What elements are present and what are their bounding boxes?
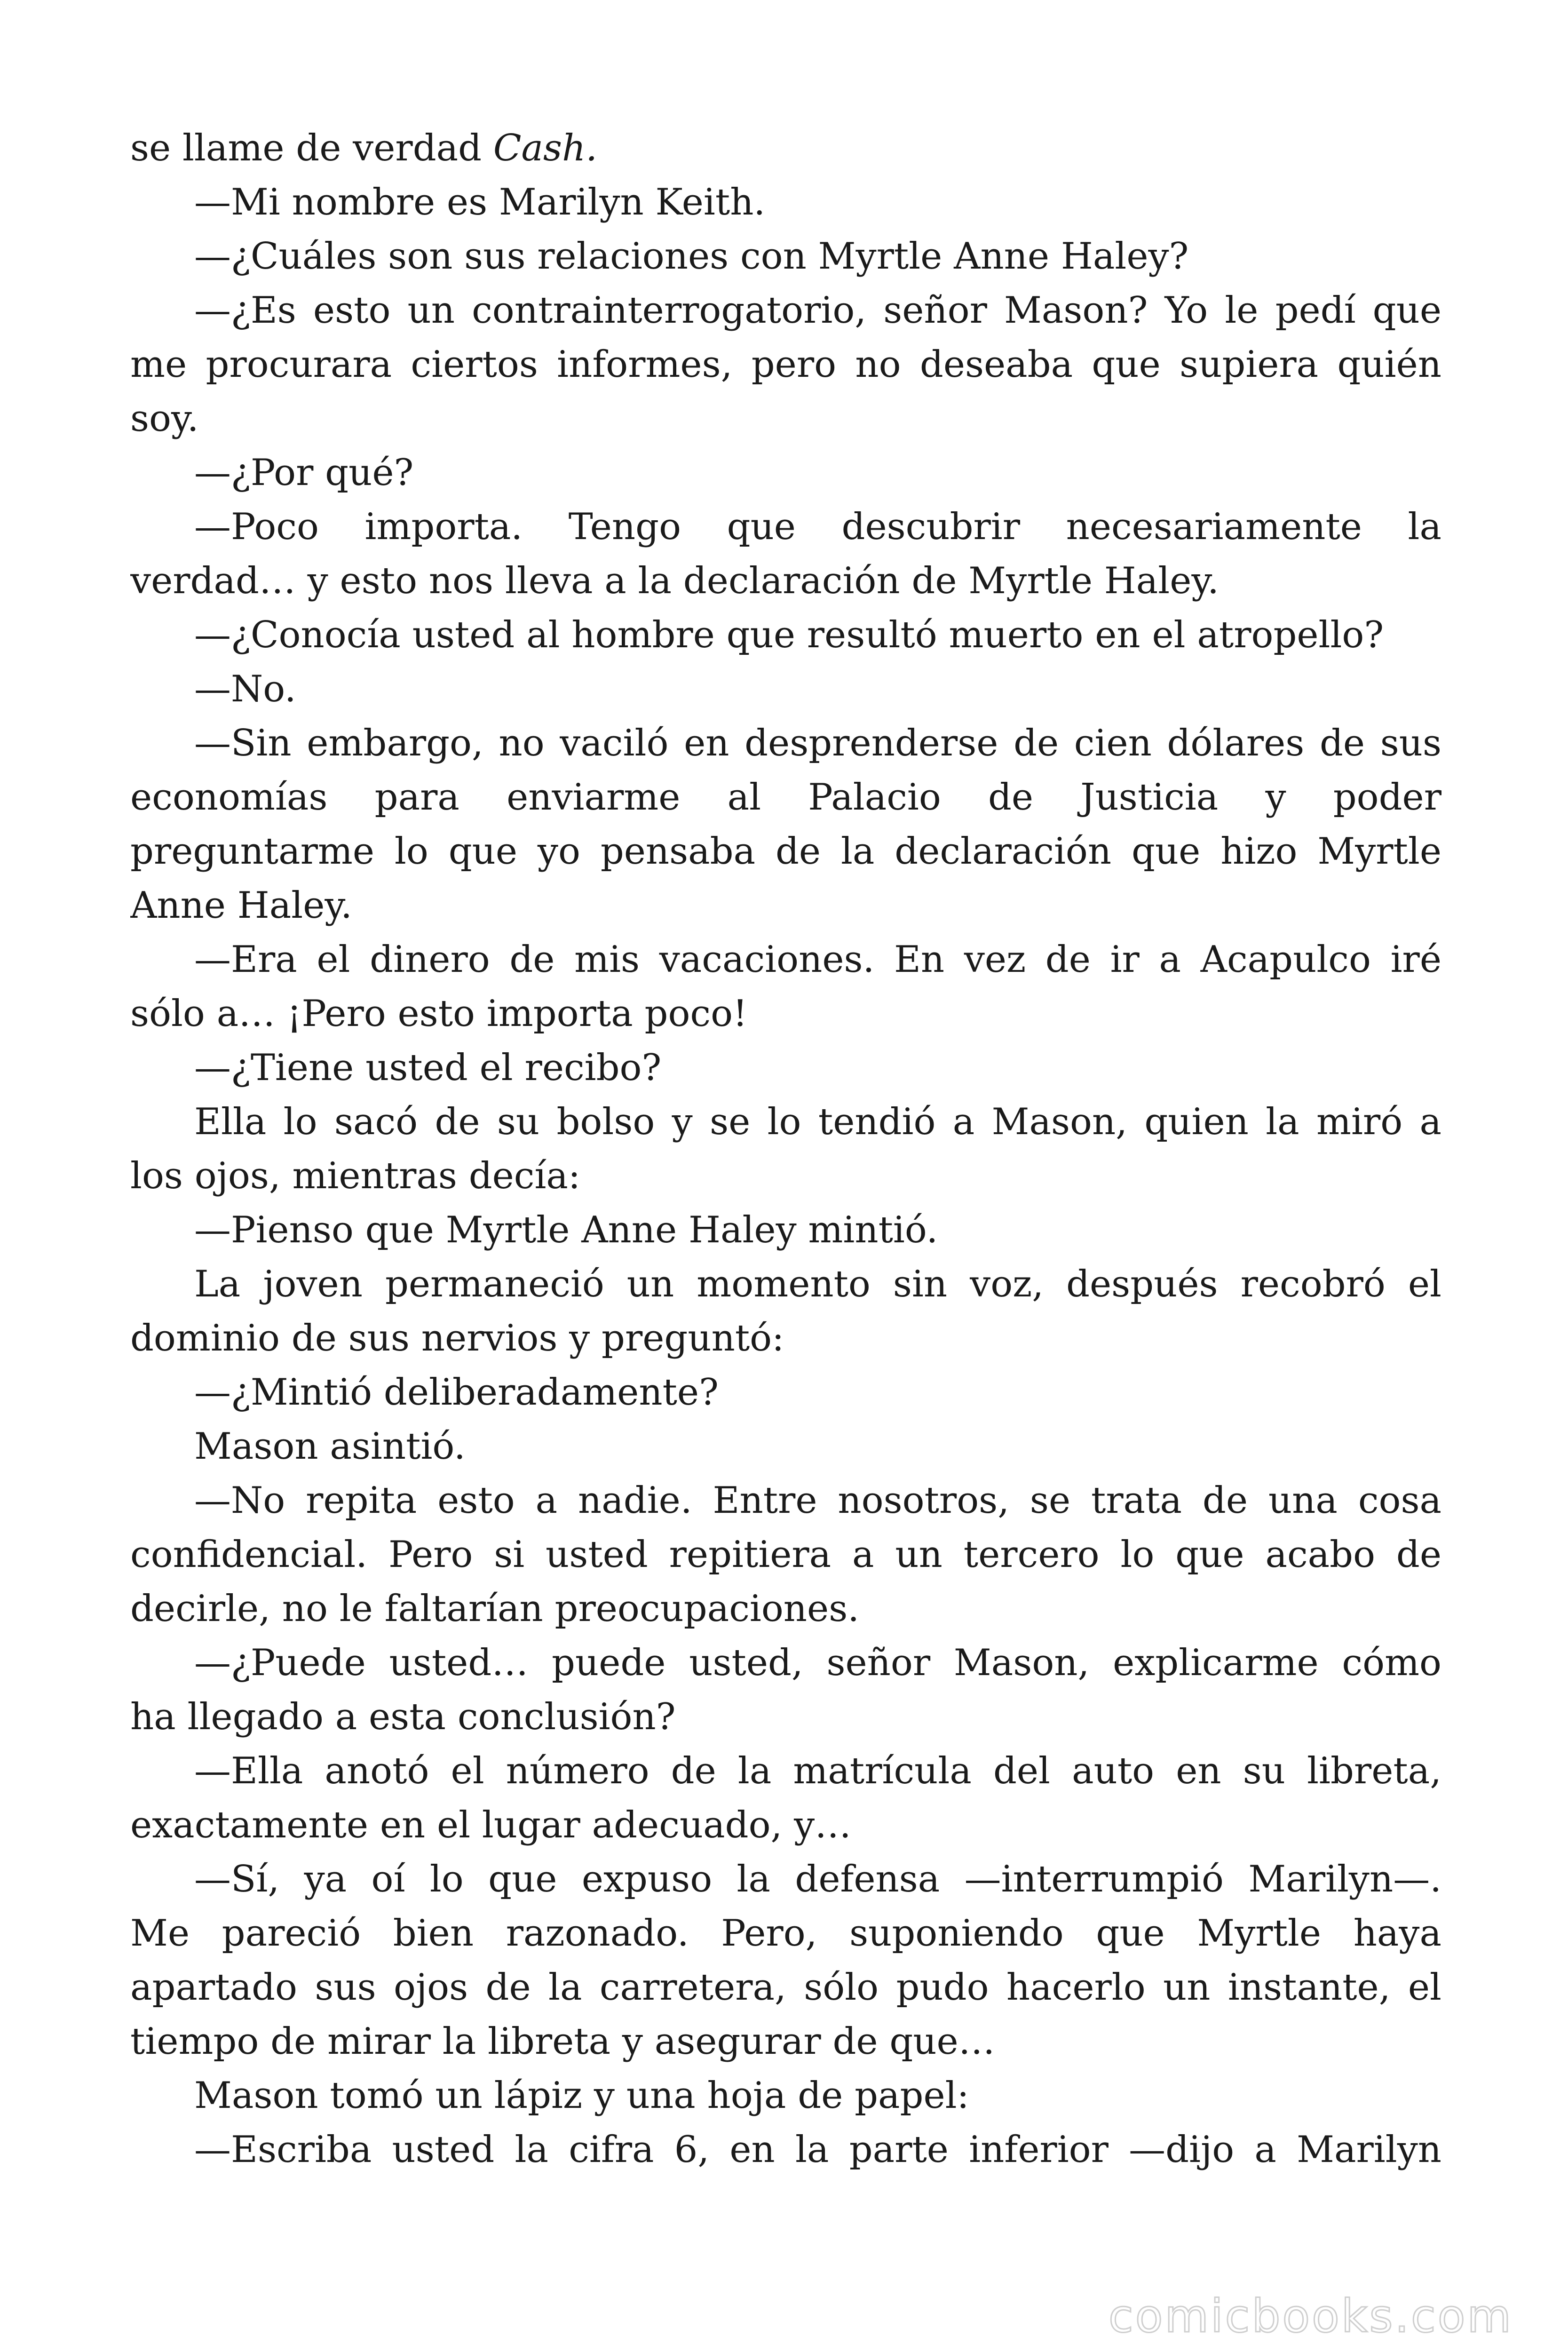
text-line [130,1311,1441,1366]
line-text: Mason asintió. [194,1425,466,1468]
line-text: confidencial. Pero si usted repitiera a un tercero lo que acabo de [130,1534,1441,1576]
text-line [130,1149,1441,1203]
line-text: Me pareció bien razonado. Pero, suponiendo que Myrtle haya [130,1912,1441,1955]
line-text: Ella lo sacó de su bolso y se lo tendió a Mason, quien la miró a [194,1101,1441,1143]
line-text: —Era el dinero de mis vacaciones. En vez de ir a Acapulco iré [194,938,1441,981]
text-line [130,879,1441,933]
text-line [130,446,1441,500]
text-line [130,825,1441,879]
line-text: La joven permaneció un momento sin voz, después recobró el [194,1263,1441,1305]
text-line [130,2015,1441,2069]
text-line [130,338,1441,392]
text-line [130,1041,1441,1095]
line-text: —¿Cuáles son sus relaciones con Myrtle Anne Haley? [194,235,1189,278]
text-line [130,1690,1441,1744]
text-line [130,933,1441,987]
text-line [130,771,1441,825]
line-text: —¿Es esto un contrainterrogatorio, señor Mason? Yo le pedí que [194,289,1441,332]
line-text: —Pienso que Myrtle Anne Haley mintió. [194,1209,938,1251]
text-line [130,987,1441,1041]
text-line [130,1095,1441,1149]
text-line [130,1852,1441,1907]
line-text: tiempo de mirar la libreta y asegurar de que… [130,2020,995,2063]
text-line [130,175,1441,230]
text-line [130,1907,1441,1961]
line-text: —Poco importa. Tengo que descubrir necesariamente la [194,506,1441,548]
line-text: ha llegado a esta conclusión? [130,1696,676,1738]
text-line [130,662,1441,716]
line-text: apartado sus ojos de la carretera, sólo pudo hacerlo un instante, el [130,1966,1441,2009]
line-text: verdad… y esto nos lleva a la declaración de Myrtle Haley. [130,560,1219,602]
line-text: sólo a… ¡Pero esto importa poco! [130,993,748,1035]
text-line [130,554,1441,608]
text-line [130,1203,1441,1257]
text-line [130,121,1441,175]
text-line [130,392,1441,446]
line-text: —¿Por qué? [194,452,414,494]
line-text: economías para enviarme al Palacio de Justicia y poder [130,776,1441,818]
line-text: decirle, no le faltarían preocupaciones. [130,1588,860,1630]
line-text: —¿Conocía usted al hombre que resultó muerto en el atropello? [194,614,1384,656]
line-text: me procurara ciertos informes, pero no deseaba que supiera quién [130,343,1441,386]
text-line [130,284,1441,338]
line-text: —Sí, ya oí lo que expuso la defensa —interrumpió Marilyn—. [194,1858,1441,1900]
page-body [130,121,1441,2177]
line-text: —Sin embargo, no vaciló en desprenderse de cien dólares de sus [194,722,1441,764]
text-line [130,1636,1441,1690]
line-text: los ojos, mientras decía: [130,1155,581,1197]
line-text: —¿Puede usted… puede usted, señor Mason, explicarme cómo [194,1642,1441,1684]
text-line [130,1961,1441,2015]
text-line [130,1744,1441,1798]
line-text: Anne Haley. [130,884,352,927]
text-line [130,1257,1441,1311]
text-line [130,2069,1441,2123]
line-text: preguntarme lo que yo pensaba de la declaración que hizo Myrtle [130,830,1441,873]
text-line [130,500,1441,554]
line-text: Mason tomó un lápiz y una hoja de papel: [194,2074,969,2117]
watermark: comicbooks.com [1108,2290,1513,2343]
text-line [130,608,1441,662]
line-text: —¿Mintió deliberadamente? [194,1371,719,1414]
text-line [130,1798,1441,1852]
text-line [130,1366,1441,1420]
line-text: exactamente en el lugar adecuado, y… [130,1804,852,1846]
line-text: se llame de verdad [130,127,493,169]
line-text: —Ella anotó el número de la matrícula del auto en su libreta, [194,1750,1441,1792]
line-text: —¿Tiene usted el recibo? [194,1047,662,1089]
text-line [130,1474,1441,1528]
line-text: soy. [130,397,199,440]
line-text: —Mi nombre es Marilyn Keith. [194,181,766,223]
line-italic-text: Cash. [493,127,598,169]
line-text: —Escriba usted la cifra 6, en la parte inferior —dijo a Marilyn [194,2129,1441,2171]
text-line [130,1582,1441,1636]
text-line [130,2123,1441,2177]
text-line [130,716,1441,771]
text-line [130,1528,1441,1582]
line-text: —No repita esto a nadie. Entre nosotros, se trata de una cosa [194,1479,1441,1522]
text-line [130,1420,1441,1474]
text-line [130,230,1441,284]
line-text: —No. [194,668,296,710]
line-text: dominio de sus nervios y preguntó: [130,1317,784,1359]
